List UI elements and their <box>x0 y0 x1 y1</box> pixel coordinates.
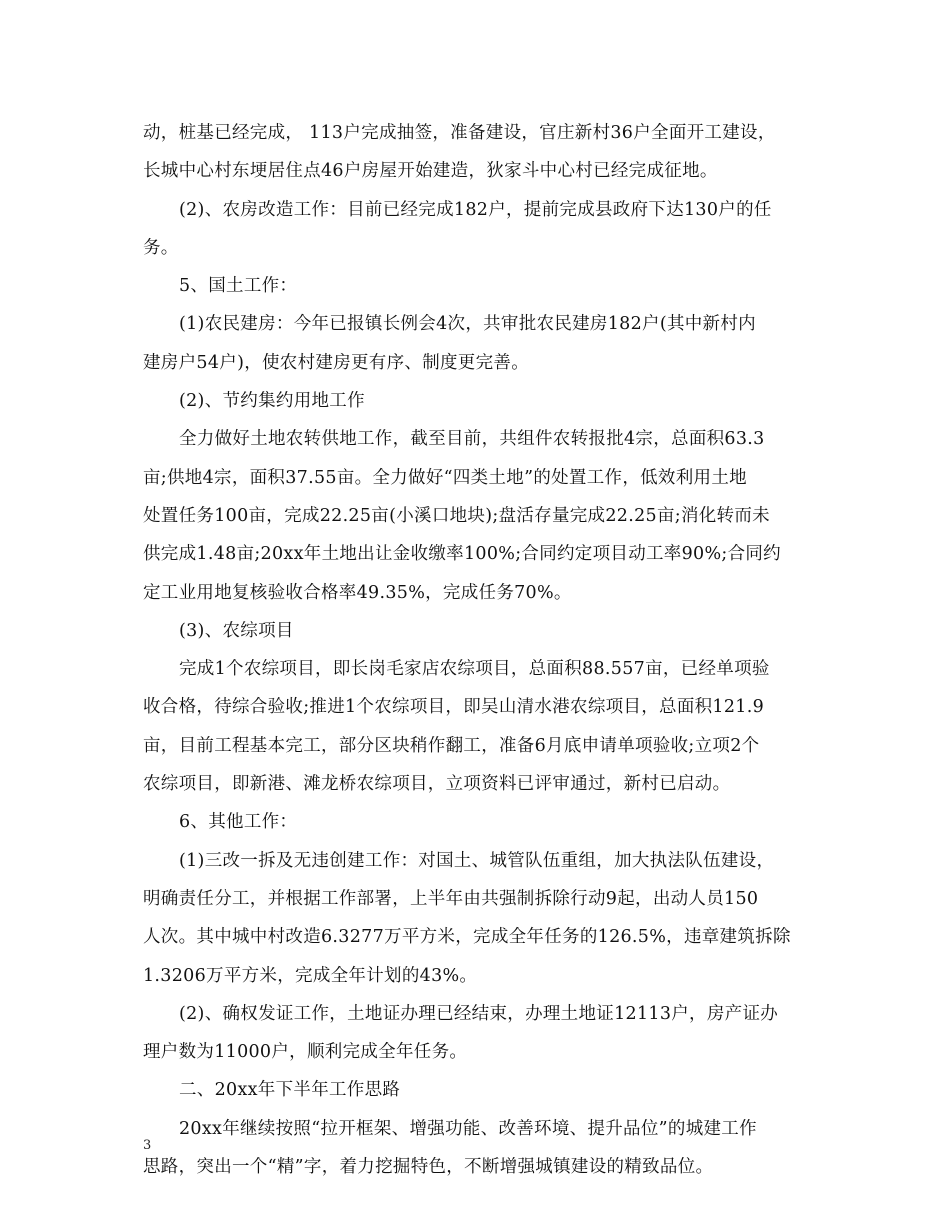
paragraph <box>143 842 813 995</box>
text-line: 20xx年继续按照“拉开框架、增强功能、改善环境、提升品位”的城建工作 <box>179 1118 757 1139</box>
text-line: 建房户54户)，使农村建房更有序、制度更完善。 <box>143 352 529 373</box>
text-line: 收合格，待综合验收;推进1个农综项目，即吴山清水港农综项目，总面积121.9 <box>143 697 765 718</box>
text-line: 农综项目，即新港、滩龙桥农综项目，立项资料已评审通过，新村已启动。 <box>143 774 731 795</box>
paragraph <box>143 305 813 382</box>
text-line: 亩，目前工程基本完工，部分区块稍作翻工，准备6月底申请单项验收;立项2个 <box>143 735 760 756</box>
text-line: 理户数为11000户，顺利完成全年任务。 <box>143 1042 468 1063</box>
document-body <box>143 114 813 1186</box>
text-line: (2)、节约集约用地工作 <box>179 391 365 412</box>
page-number: 3 <box>143 1138 152 1153</box>
text-line: (2)、农房改造工作：目前已经完成182户，提前完成县政府下达130户的任 <box>179 199 772 220</box>
text-line: 二、20xx年下半年工作思路 <box>179 1080 401 1101</box>
text-line: 动，桩基已经完成， 113户完成抽签，准备建设，官庄新村36户全面开工建设， <box>143 123 776 143</box>
text-line: (3)、农综项目 <box>179 620 294 641</box>
text-line: 完成1个农综项目，即长岗毛家店农综项目，总面积88.557亩，已经单项验 <box>179 659 770 680</box>
paragraph <box>143 267 813 305</box>
paragraph <box>143 650 813 803</box>
paragraph <box>143 1071 813 1109</box>
text-line: 处置任务100亩，完成22.25亩(小溪口地块);盘活存量完成22.25亩;消化转而未 <box>143 505 770 526</box>
paragraph <box>143 382 813 420</box>
paragraph <box>143 114 813 191</box>
paragraph <box>143 803 813 841</box>
text-line: 亩;供地4宗，面积37.55亩。全力做好“四类土地”的处置工作，低效利用土地 <box>143 467 747 488</box>
text-line: 定工业用地复核验收合格率49.35%，完成任务70%。 <box>143 582 572 603</box>
paragraph <box>143 612 813 650</box>
text-line: 1.3206万平方米，完成全年计划的43%。 <box>143 965 478 986</box>
text-line: 5、国土工作： <box>179 276 298 297</box>
text-line: 长城中心村东埂居住点46户房屋开始建造，狄家斗中心村已经完成征地。 <box>143 161 718 182</box>
text-line: (1)三改一拆及无违创建工作：对国土、城管队伍重组，加大执法队伍建设， <box>179 850 775 871</box>
text-line: 供完成1.48亩;20xx年土地出让金收缴率100%;合同约定项目动工率90%;合同约 <box>143 544 781 565</box>
paragraph <box>143 995 813 1072</box>
text-line: 明确责任分工，并根据工作部署，上半年由共强制拆除行动9起，出动人员150 <box>143 888 759 909</box>
paragraph <box>143 1110 813 1187</box>
text-line: 务。 <box>143 237 179 258</box>
text-line: (2)、确权发证工作，土地证办理已经结束，办理土地证12113户，房产证办 <box>179 1003 779 1024</box>
text-line: 思路，突出一个“精”字，着力挖掘特色，不断增强城镇建设的精致品位。 <box>143 1157 714 1178</box>
text-line: 人次。其中城中村改造6.3277万平方米，完成全年任务的126.5%，违章建筑拆除 <box>143 927 791 948</box>
text-line: 全力做好土地农转供地工作，截至目前，共组件农转报批4宗，总面积63.3 <box>179 429 765 450</box>
paragraph <box>143 191 813 268</box>
paragraph <box>143 420 813 611</box>
text-line: 6、其他工作： <box>179 812 298 833</box>
text-line: (1)农民建房：今年已报镇长例会4次，共审批农民建房182户(其中新村内 <box>179 314 756 335</box>
